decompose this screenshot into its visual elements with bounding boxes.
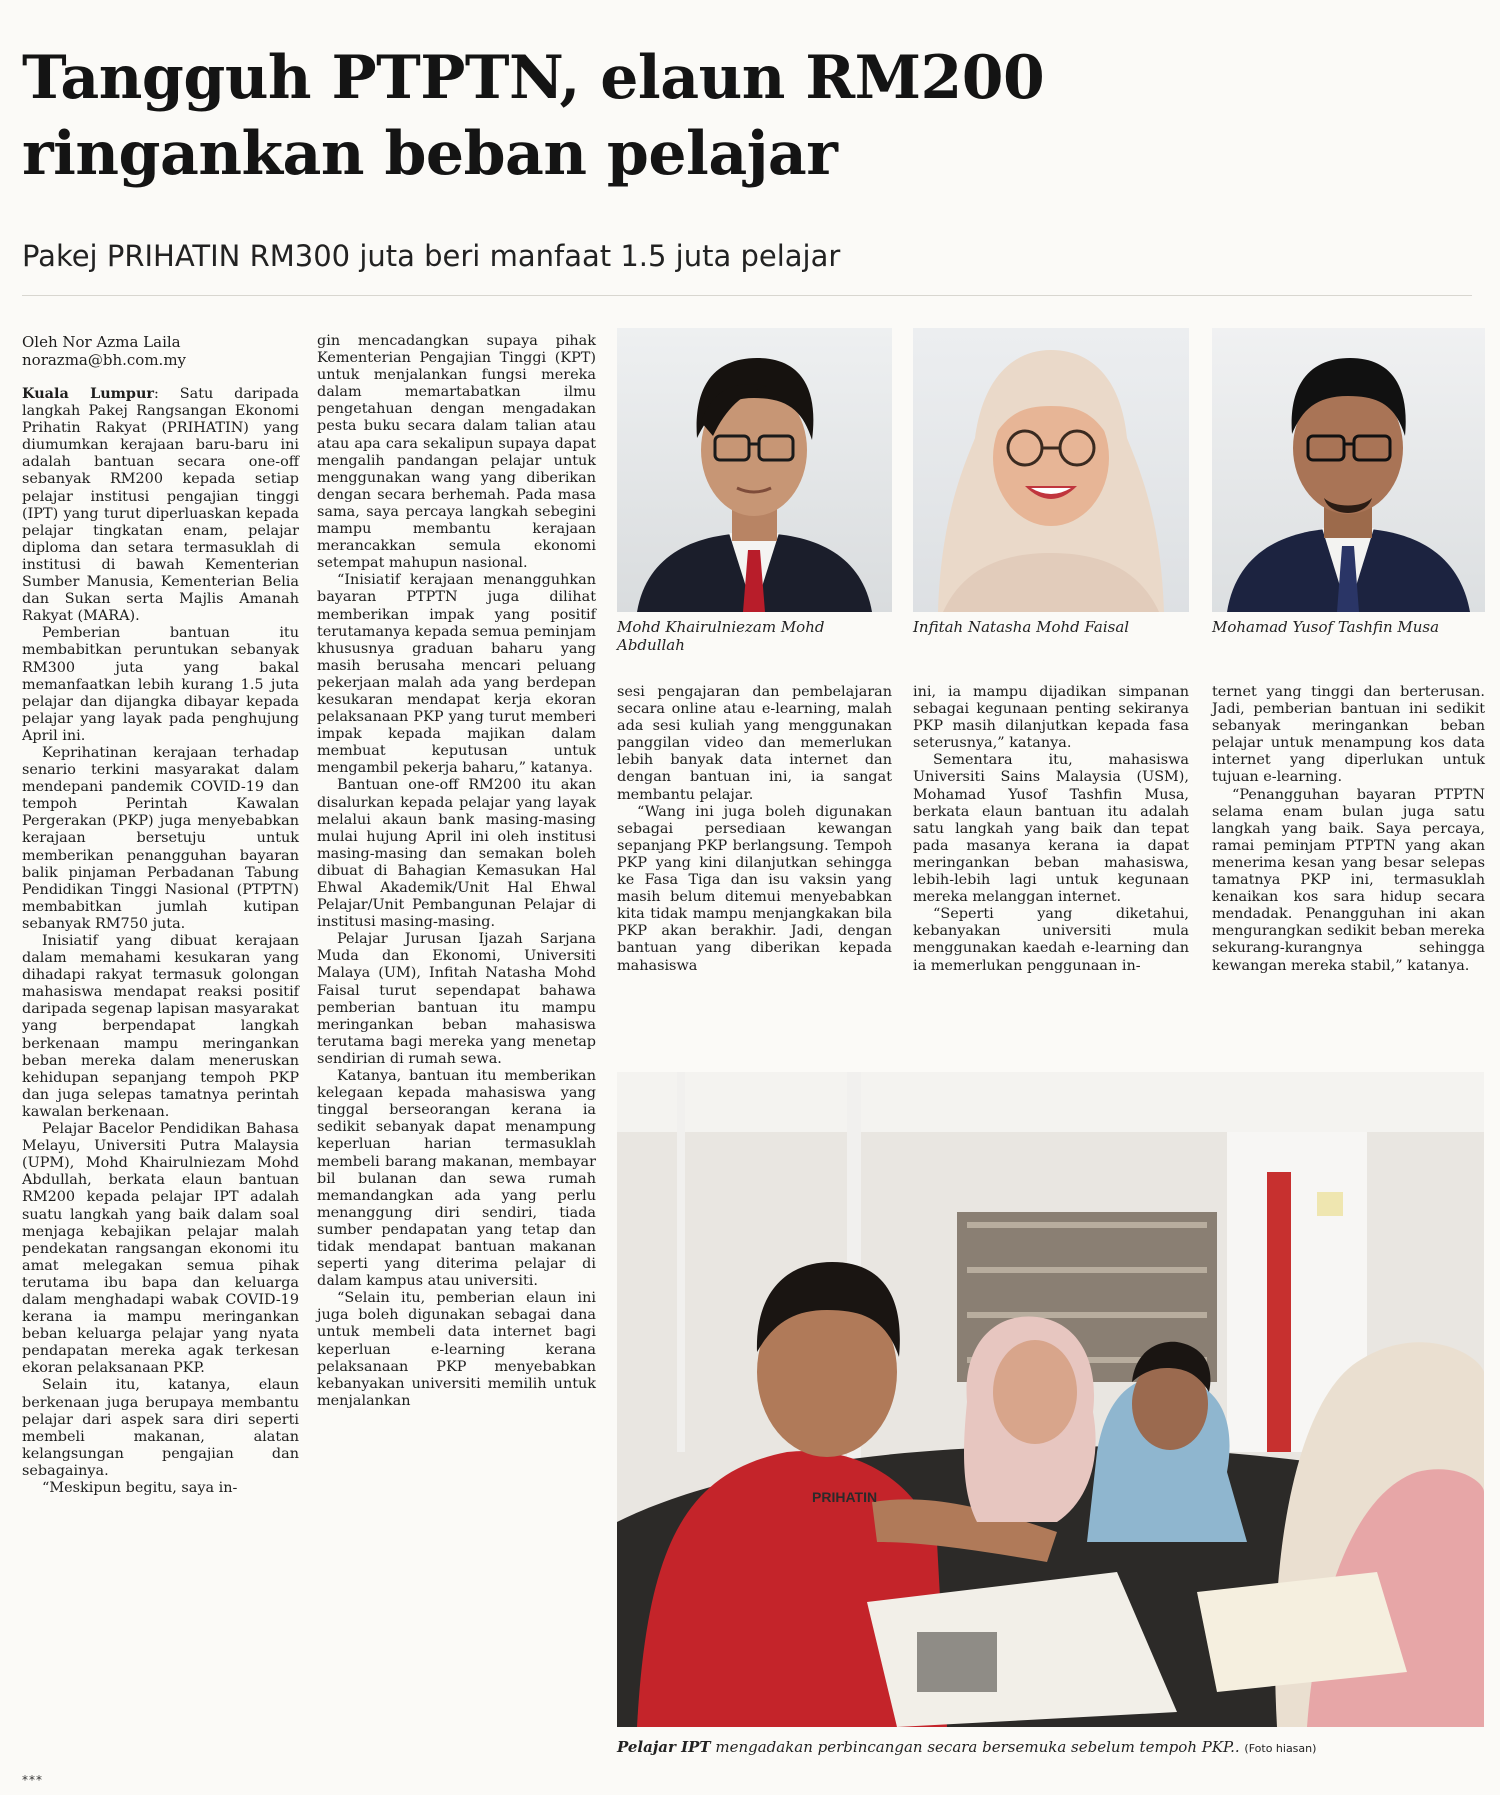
portrait-khairulniezam (617, 328, 892, 612)
column-4 (913, 684, 1189, 975)
portrait-yusof (1212, 328, 1485, 612)
headline-line-1: Tangguh PTPTN, elaun RM200 (22, 43, 1045, 113)
main-caption-bold: Pelajar IPT (617, 1738, 711, 1756)
paragraph: Bantuan one-off RM200 itu akan disalurkan kepada pelajar yang layak melalui akaun bank masing-masing mulai hujung April ini oleh institusi masing-masing dan semakan boleh dibuat di Bahagian Kemasukan Hal Ehwal Akademik/Unit Hal Ehwal Pelajar/Unit Pembangunan Pelajar di institusi masing-masing. (317, 777, 596, 931)
column-1 (22, 333, 299, 1497)
paragraph: sesi pengajaran dan pembelajaran secara online atau e-learning, malah ada sesi kuliah yang menggunakan panggilan video dan memerlukan lebih banyak data internet dan dengan bantuan ini, ia sangat membantu pelajar. (617, 684, 892, 803)
shirt-text: PRIHATIN (812, 1489, 878, 1505)
paragraph: gin mencadangkan supaya pihak Kementerian Pengajian Tinggi (KPT) untuk menjalankan fungsi mereka dalam memartabatkan ilmu pengetahuan dengan mengadakan pesta buku secara dalam talian atau atau apa cara sekalipun supaya dapat mengalih pandangan pelajar untuk menggunakan wang yang diberikan dengan secara berhemah. Pada masa sama, saya percaya langkah sebegini mampu membantu kerajaan merancakkan semula ekonomi setempat mahupun nasional. (317, 333, 596, 572)
portrait-caption-3: Mohamad Yusof Tashfin Musa (1212, 618, 1440, 636)
portrait-caption-1: Mohd Khairulniezam Mohd Abdullah (617, 618, 825, 654)
paragraph: Pemberian bantuan itu membabitkan peruntukan sebanyak RM300 juta yang bakal memanfaatkan lebih kurang 1.5 juta pelajar dan dijangka dibayar kepada pelajar yang layak pada penghujung April ini. (22, 625, 299, 744)
portrait-infitah (913, 328, 1189, 612)
column-2 (317, 333, 596, 1410)
paragraph: “Seperti yang diketahui, kebanyakan universiti mula menggunakan kaedah e-learning dan ia memerlukan penggunaan in- (913, 906, 1189, 974)
paragraph: Sementara itu, mahasiswa Universiti Sains Malaysia (USM), Mohamad Yusof Tashfin Musa, berkata elaun bantuan itu adalah satu langkah yang baik dan tepat pada masanya kerana ia dapat meringankan beban mahasiswa, lebih-lebih lagi untuk kegunaan mereka melanggan internet. (913, 752, 1189, 906)
byline (22, 333, 299, 369)
paragraph: “Wang ini juga boleh digunakan sebagai persediaan kewangan sepanjang PKP berlangsung. Tempoh PKP yang kini dilanjutkan sehingga ke Fasa Tiga dan isu vaksin yang masih belum ditemui menyebabkan kita tidak mampu menjangkakan bila PKP akan berakhir. Jadi, dengan bantuan yang diberikan kepada mahasiswa (617, 803, 892, 974)
paragraph: “Penangguhan bayaran PTPTN selama enam bulan juga satu langkah yang baik. Saya percaya, ramai peminjam PTPTN yang akan menerima kesan yang besar selepas tamatnya PKP ini, termasuklah kenaikan kos sara hidup secara mendadak. Penangguhan ini akan mengurangkan sedikit beban mereka sekurang-kurangnya sehingga kewangan mereka stabil,” katanya. (1212, 786, 1485, 974)
portrait-1-image (617, 328, 892, 612)
end-mark: *** (22, 1773, 43, 1787)
portrait-3-image (1212, 328, 1485, 612)
paragraph: ini, ia mampu dijadikan simpanan sebagai kegunaan penting sekiranya PKP masih dilanjutkan kepada fasa seterusnya,” katanya. (913, 684, 1189, 752)
paragraph: Katanya, bantuan itu memberikan kelegaan kepada mahasiswa yang tinggal berseorangan kerana ia sedikit sebanyak dapat menampung keperluan harian termasuklah membeli barang makanan, membayar bil bulanan dan sewa rumah memandangkan ada yang perlu menanggung diri sendiri, tiada sumber pendapatan yang tetap dan tidak mendapat bantuan makanan seperti yang diterima pelajar di dalam kampus atau universiti. (317, 1068, 596, 1290)
headline-line-2: ringankan beban pelajar (22, 119, 838, 189)
headline (22, 40, 1462, 192)
author-email[interactable]: norazma@bh.com.my (22, 351, 187, 369)
portrait-2-image (913, 328, 1189, 612)
paragraph: Keprihatinan kerajaan terhadap senario terkini masyarakat dalam mendepani pandemik COVID-19 dan tempoh Perintah Kawalan Pergerakan (PKP) juga menyebabkan kerajaan bersetuju untuk memberikan penangguhan bayaran balik pinjaman Perbadanan Tabung Pendidikan Tinggi Nasional (PTPTN) membabitkan jumlah kutipan sebanyak RM750 juta. (22, 744, 299, 932)
paragraph: Pelajar Jurusan Ijazah Sarjana Muda dan Ekonomi, Universiti Malaya (UM), Infitah Natasha Mohd Faisal turut sependapat bahawa pemberian bantuan itu mampu meringankan beban mahasiswa terutama bagi mereka yang menetap sendirian di rumah sewa. (317, 931, 596, 1067)
paragraph-lead: Kuala Lumpur: Satu daripada langkah Pakej Rangsangan Ekonomi Prihatin Rakyat (PRIHATIN) yang diumumkan kerajaan baru-baru ini adalah bantuan secara one-off sebanyak RM200 kepada setiap pelajar institusi pengajian tinggi (IPT) yang turut diperluaskan kepada pelajar tingkatan enam, pelajar diploma dan setara termasuklah di institusi di bawah Kementerian Sumber Manusia, Kementerian Belia dan Sukan serta Majlis Amanah Rakyat (MARA). (22, 385, 299, 625)
photo-credit: (Foto hiasan) (1244, 1742, 1317, 1755)
paragraph: Selain itu, katanya, elaun berkenaan juga berupaya membantu pelajar dari aspek sara diri seperti membeli makanan, alatan kelangsungan pengajian dan sebagainya. (22, 1377, 299, 1479)
dateline: Kuala Lumpur (22, 385, 155, 402)
author-name: Oleh Nor Azma Laila (22, 333, 181, 351)
main-photo-library (617, 1072, 1484, 1727)
paragraph: “Meskipun begitu, saya in- (42, 1480, 238, 1496)
main-caption-text: mengadakan perbincangan secara bersemuka sebelum tempoh PKP.. (710, 1738, 1240, 1756)
column-3 (617, 684, 892, 975)
paragraph: Inisiatif yang dibuat kerajaan dalam memahami kesukaran yang dihadapi rakyat termasuk golongan mahasiswa mendapat reaksi positif daripada segenap lapisan masyarakat yang berpendapat langkah berkenaan mampu meringankan beban mereka dalam meneruskan kehidupan sepanjang tempoh PKP dan juga selepas tamatnya perintah kawalan berkenaan. (22, 933, 299, 1120)
paragraph: Pelajar Bacelor Pendidikan Bahasa Melayu, Universiti Putra Malaysia (UPM), Mohd Khairulniezam Mohd Abdullah, berkata elaun bantuan RM200 kepada pelajar IPT adalah suatu langkah yang baik dalam soal menjaga kebajikan pelajar malah pendekatan rangsangan ekonomi itu amat melegakan semua pihak terutama ibu bapa dan keluarga dalam menghadapi wabak COVID-19 kerana ia mampu meringankan beban keluarga pelajar yang nyata pendapatan mereka agak terkesan ekoran pelaksanaan PKP. (22, 1121, 299, 1377)
header-rule (22, 295, 1472, 296)
paragraph: Satu daripada langkah Pakej Rangsangan Ekonomi Prihatin Rakyat (PRIHATIN) yang diumumkan kerajaan baru-baru ini adalah bantuan secara one-off sebanyak RM200 kepada setiap pelajar institusi pengajian tinggi (IPT) yang turut diperluaskan kepada pelajar tingkatan enam, pelajar diploma dan setara termasuklah di institusi di bawah Kementerian Sumber Manusia, Kementerian Belia dan Sukan serta Majlis Amanah Rakyat (MARA). (22, 386, 299, 625)
portrait-caption-2: Infitah Natasha Mohd Faisal (913, 618, 1130, 636)
column-5 (1212, 684, 1485, 975)
paragraph: “Inisiatif kerajaan menangguhkan bayaran PTPTN juga dilihat memberikan impak yang positif terutamanya kepada semua peminjam khususnya graduan baharu yang masih berusaha mencari peluang pekerjaan malah ada yang berdepan kesukaran mendapat kerja ekoran pelaksanaan PKP yang turut memberi impak kepada majikan dalam membuat keputusan untuk mengambil pekerja baharu,” katanya. (317, 572, 596, 777)
main-photo-image (617, 1072, 1484, 1727)
paragraph: “Selain itu, pemberian elaun ini juga boleh digunakan sebagai dana untuk membeli data internet bagi keperluan e-learning kerana pelaksanaan PKP menyebabkan kebanyakan universiti memilih untuk menjalankan (317, 1290, 596, 1409)
subheadline: Pakej PRIHATIN RM300 juta beri manfaat 1.5 juta pelajar (22, 239, 841, 273)
paragraph: ternet yang tinggi dan berterusan. Jadi, pemberian bantuan ini sedikit sebanyak meringankan beban pelajar untuk menampung kos data internet yang diperlukan untuk tujuan e-learning. (1212, 684, 1485, 786)
main-photo-caption (617, 1738, 1487, 1758)
